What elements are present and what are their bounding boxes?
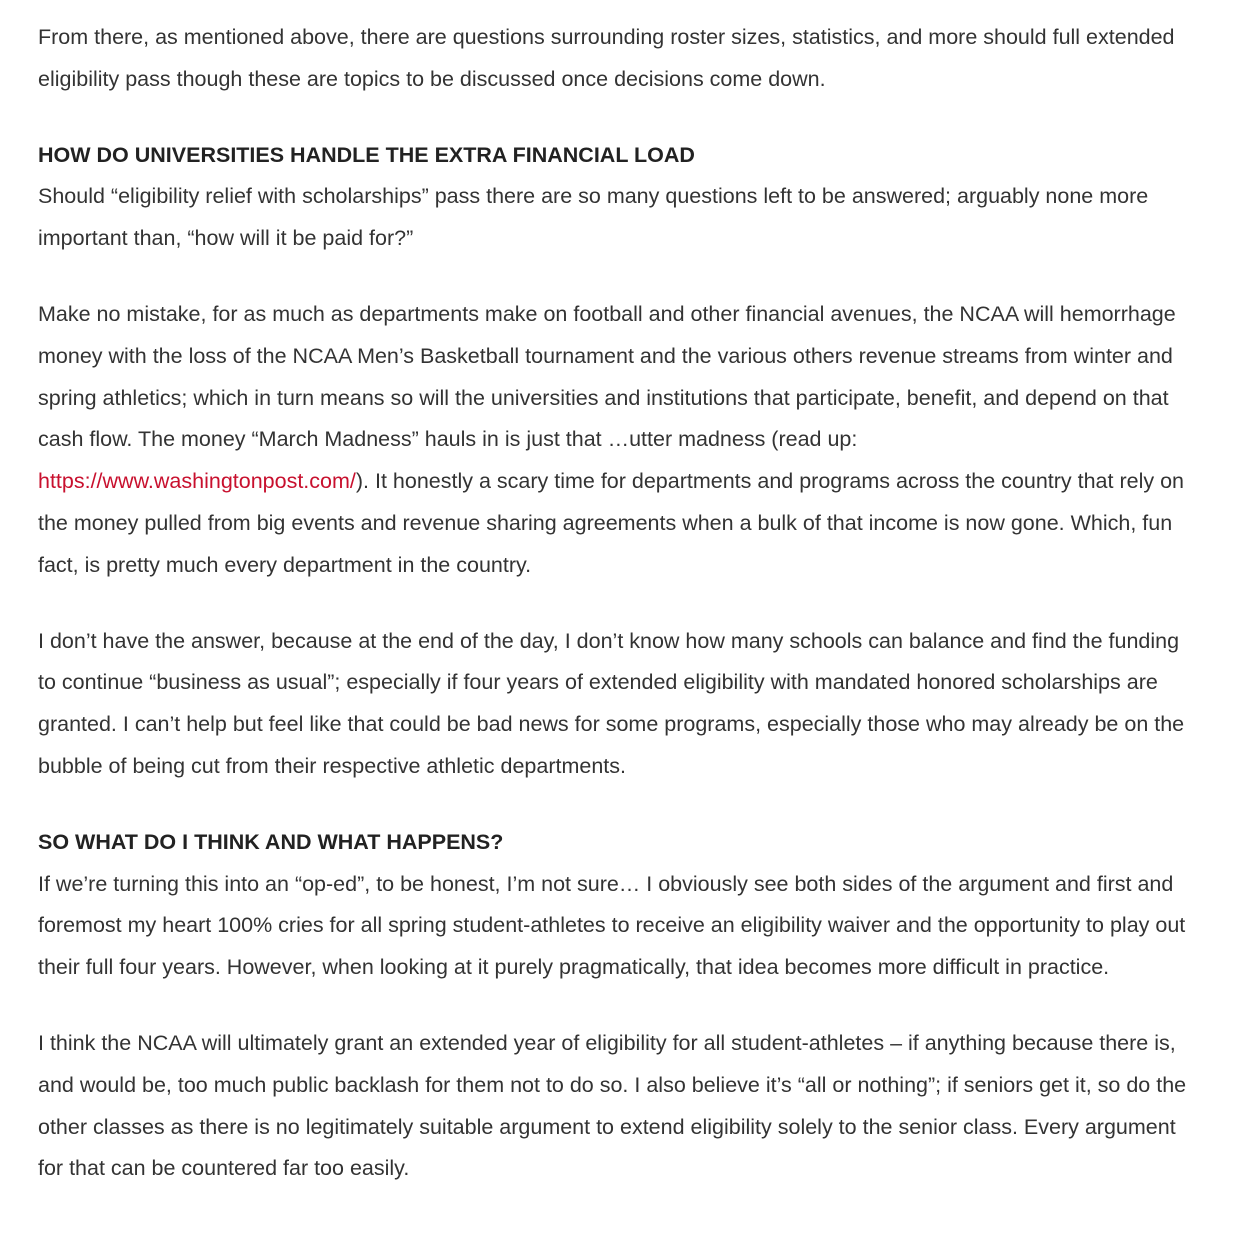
paragraph-ncaa-revenue	[38, 294, 1188, 587]
paragraph-ncaa-revenue-text-end: ). It honestly a scary time for departments and programs across the country that rely on the money pulled from big events and revenue sharing agreements when a bulk of that income is now gone. Which, fun fact, is pretty much every department in the country.	[38, 469, 1184, 577]
washington-post-link[interactable]: https://www.washingtonpost.com/	[38, 469, 356, 494]
paragraph-ncaa-revenue-text-start: Make no mistake, for as much as departments make on football and other financial avenues, the NCAA will hemorrhage money with the loss of the NCAA Men’s Basketball tournament and the various others revenue streams from winter and spring athletics; which in turn means so will the universities and institutions that participate, benefit, and depend on that cash flow. The money “March Madness” hauls in is just that …utter madness (read up:	[38, 301, 1176, 452]
paragraph-no-answer: I don’t have the answer, because at the end of the day, I don’t know how many schools can balance and find the funding to continue “business as usual”; especially if four years of extended eligibility with mandated honored scholarships are granted. I can’t help but feel like that could be bad news for some programs, especially those who may already be on the bubble of being cut from their respective athletic departments.	[38, 628, 1185, 778]
paragraph-prediction: I think the NCAA will ultimately grant an extended year of eligibility for all student-athletes – if anything because there is, and would be, too much public backlash for them not to do so. I also believe it’s “all or nothing”; if seniors get it, so do the other classes as there is no legitimately suitable argument to extend eligibility solely to the senior class. Every argument for that can be countered far too easily.	[38, 1030, 1187, 1181]
heading-what-happens: SO WHAT DO I THINK AND WHAT HAPPENS?	[38, 829, 504, 854]
article-body	[38, 17, 1188, 1224]
paragraph-roster-sizes: From there, as mentioned above, there are questions surrounding roster sizes, statistics, and more should full extended eligibility pass though these are topics to be discussed once decisions come down.	[38, 25, 1175, 91]
paragraph-eligibility-relief: Should “eligibility relief with scholarships” pass there are so many questions left to be answered; arguably none more important than, “how will it be paid for?”	[38, 184, 1149, 251]
heading-financial-load: HOW DO UNIVERSITIES HANDLE THE EXTRA FINANCIAL LOAD	[38, 142, 695, 167]
paragraph-op-ed: If we’re turning this into an “op-ed”, to be honest, I’m not sure… I obviously see both sides of the argument and first and foremost my heart 100% cries for all spring student-athletes to receive an eligibility waiver and the opportunity to play out their full four years. However, when looking at it purely pragmatically, that idea becomes more difficult in practice.	[38, 871, 1186, 980]
